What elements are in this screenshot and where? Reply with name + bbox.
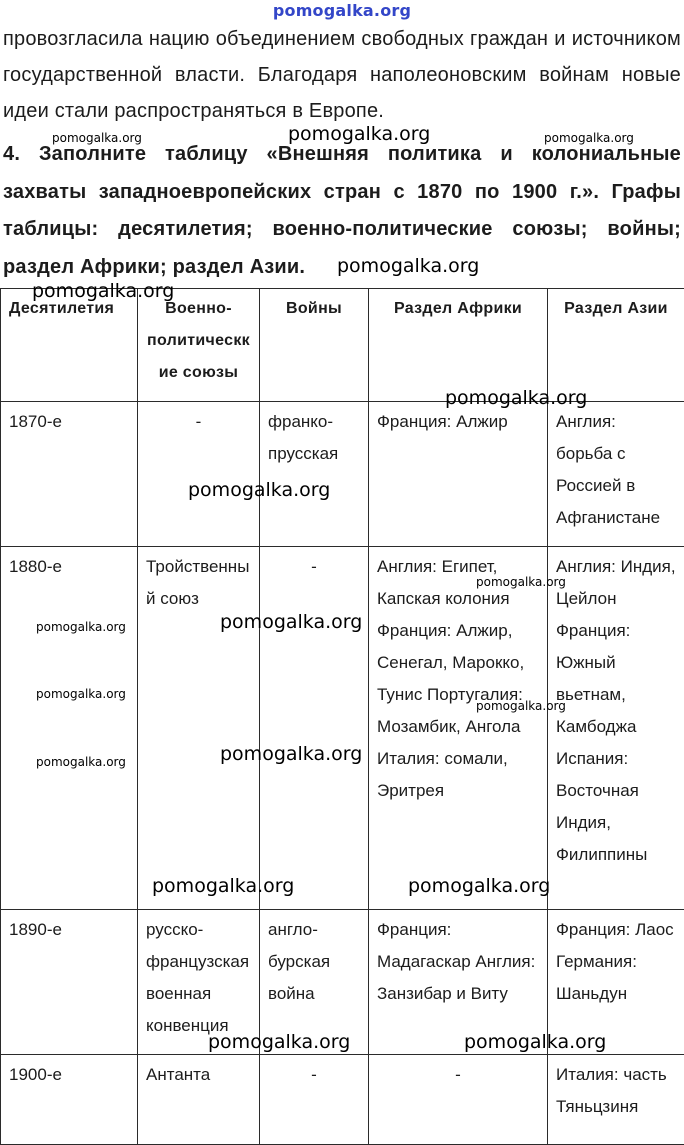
- watermark: pomogalka.org: [36, 755, 126, 769]
- cell-wars: англо-бурская война: [260, 910, 369, 1055]
- watermark: pomogalka.org: [52, 131, 142, 145]
- watermark: pomogalka.org: [408, 875, 550, 897]
- watermark: pomogalka.org: [36, 687, 126, 701]
- cell-asia: Италия: часть Тяньцзиня: [548, 1055, 684, 1145]
- watermark: pomogalka.org: [476, 699, 566, 713]
- cell-decade: 1870-е: [1, 402, 138, 547]
- cell-africa: Франция: Мадагаскар Англия: Занзибар и Виту: [369, 910, 548, 1055]
- header-asia: Раздел Азии: [548, 289, 684, 402]
- cell-wars: франко-прусская: [260, 402, 369, 547]
- watermark: pomogalka.org: [220, 743, 362, 765]
- watermark: pomogalka.org: [208, 1031, 350, 1053]
- watermark-top: pomogalka.org: [0, 1, 684, 20]
- watermark: pomogalka.org: [544, 131, 634, 145]
- watermark: pomogalka.org: [476, 575, 566, 589]
- task-heading: 4. Заполните таблицу «Внешняя политика и колониальные захваты западноевропейских стран с 1870 по 1900 г.». Графы таблицы: десятилетия; военно-политические союзы; войны; раздел Африки; раздел Азии.: [3, 136, 681, 286]
- watermark: pomogalka.org: [445, 387, 587, 409]
- cell-wars: -: [260, 1055, 369, 1145]
- table-row: [1, 402, 684, 547]
- cell-africa: Франция: Алжир: [369, 402, 548, 547]
- watermark: pomogalka.org: [464, 1031, 606, 1053]
- header-alliances: Военно-политическкие союзы: [138, 289, 260, 402]
- cell-asia: Франция: Лаос Германия: Шаньдун: [548, 910, 684, 1055]
- cell-asia: Англия: борьба с Россией в Афганистане: [548, 402, 684, 547]
- cell-decade: 1880-е: [1, 547, 138, 910]
- cell-africa: -: [369, 1055, 548, 1145]
- watermark: pomogalka.org: [337, 255, 479, 277]
- cell-alliances: Тройственный союз: [138, 547, 260, 910]
- cell-decade: 1900-е: [1, 1055, 138, 1145]
- watermark: pomogalka.org: [220, 611, 362, 633]
- cell-alliances: -: [138, 402, 260, 547]
- watermark: pomogalka.org: [152, 875, 294, 897]
- header-wars: Войны: [260, 289, 369, 402]
- cell-alliances: Антанта: [138, 1055, 260, 1145]
- table-row: [1, 1055, 684, 1145]
- header-decades: Десятилетия: [1, 289, 138, 402]
- cell-asia: Англия: Индия, Цейлон Франция: Южный вьетнам, Камбоджа Испания: Восточная Индия, Филиппины: [548, 547, 684, 910]
- intro-paragraph: провозгласила нацию объединением свободных граждан и источником государственной власти. Благодаря наполеоновским войнам новые идеи стали распространяться в Европе.: [3, 21, 681, 129]
- cell-africa: Англия: Египет, Капская колония Франция: Алжир, Сенегал, Марокко, Тунис Португалия: Мозамбик, Ангола Италия: сомали, Эритрея: [369, 547, 548, 910]
- watermark: pomogalka.org: [36, 620, 126, 634]
- table-row: [1, 547, 684, 910]
- cell-decade: 1890-е: [1, 910, 138, 1055]
- cell-wars: -: [260, 547, 369, 910]
- watermark: pomogalka.org: [188, 479, 330, 501]
- watermark: pomogalka.org: [32, 280, 174, 302]
- watermark: pomogalka.org: [288, 123, 430, 145]
- header-africa: Раздел Африки: [369, 289, 548, 402]
- foreign-policy-table: [0, 288, 684, 1145]
- cell-alliances: русско-французская военная конвенция: [138, 910, 260, 1055]
- table-header-row: [1, 289, 684, 402]
